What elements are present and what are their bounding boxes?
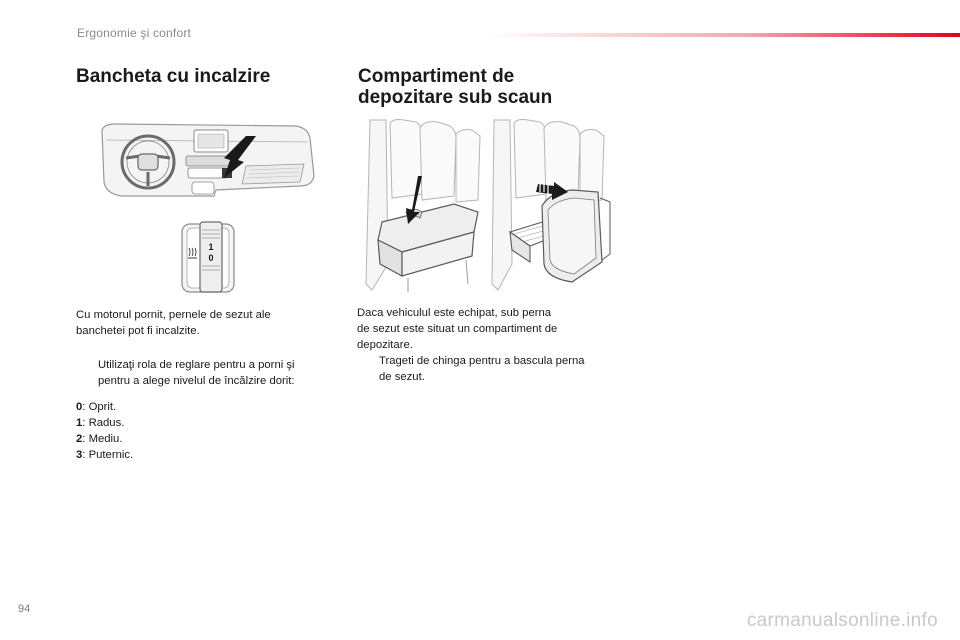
right-body-line-3: depozitare. — [357, 339, 413, 351]
heating-dial-illustration — [180, 216, 236, 296]
level-item — [76, 415, 276, 431]
dashboard-illustration — [96, 120, 320, 200]
right-bullet-line-2: de sezut. — [379, 371, 425, 383]
right-bullet-text — [379, 353, 585, 385]
heating-levels-list — [76, 399, 276, 463]
left-bullet-text — [98, 357, 295, 389]
header-title: Ergonomie şi confort — [77, 26, 192, 40]
heading-line-1: Compartiment de — [358, 66, 515, 87]
dial-label-0: 0 — [208, 253, 214, 263]
level-text: : Oprit. — [82, 401, 117, 413]
level-text: : Mediu. — [82, 433, 123, 445]
header-rule — [486, 33, 960, 37]
bench-seat-closed-illustration — [362, 114, 488, 294]
right-body-line-2: de sezut este situat un compartiment de — [357, 323, 558, 335]
level-item — [76, 431, 276, 447]
left-bullet — [76, 357, 346, 389]
left-bullet-line-1: Utilizaţi rola de reglare pentru a porni şi — [98, 359, 295, 371]
watermark: carmanualsonline.info — [746, 610, 938, 631]
level-key: 0 — [76, 401, 83, 413]
left-intro-line-2: banchetei pot fi incalzite. — [76, 325, 200, 337]
left-intro-line-1: Cu motorul pornit, pernele de sezut ale — [76, 309, 271, 321]
level-text: : Puternic. — [82, 449, 134, 461]
level-key: 2 — [76, 433, 83, 445]
level-item — [76, 399, 276, 415]
left-bullet-line-2: pentru a alege nivelul de încălzire dorit: — [98, 375, 295, 387]
right-body-line-1: Daca vehiculul este echipat, sub perna — [357, 307, 552, 319]
heading-line-2: depozitare sub scaun — [358, 87, 553, 108]
right-body-text — [357, 305, 627, 353]
section-heading-heated-bench: Bancheta cu incalzire — [76, 66, 271, 87]
page-number: 94 — [18, 603, 31, 615]
right-bullet — [357, 353, 627, 385]
bullet-mark — [76, 357, 98, 389]
dial-label-1: 1 — [208, 242, 214, 252]
bench-seat-tilted-illustration — [490, 114, 618, 294]
level-key: 1 — [76, 417, 83, 429]
bullet-mark — [357, 353, 379, 385]
level-item — [76, 447, 276, 463]
level-text: : Radus. — [82, 417, 125, 429]
section-heading-under-seat-storage — [358, 66, 618, 108]
right-bullet-line-1: Trageti de chinga pentru a bascula perna — [379, 355, 585, 367]
left-intro-text — [76, 307, 336, 339]
level-key: 3 — [76, 449, 83, 461]
